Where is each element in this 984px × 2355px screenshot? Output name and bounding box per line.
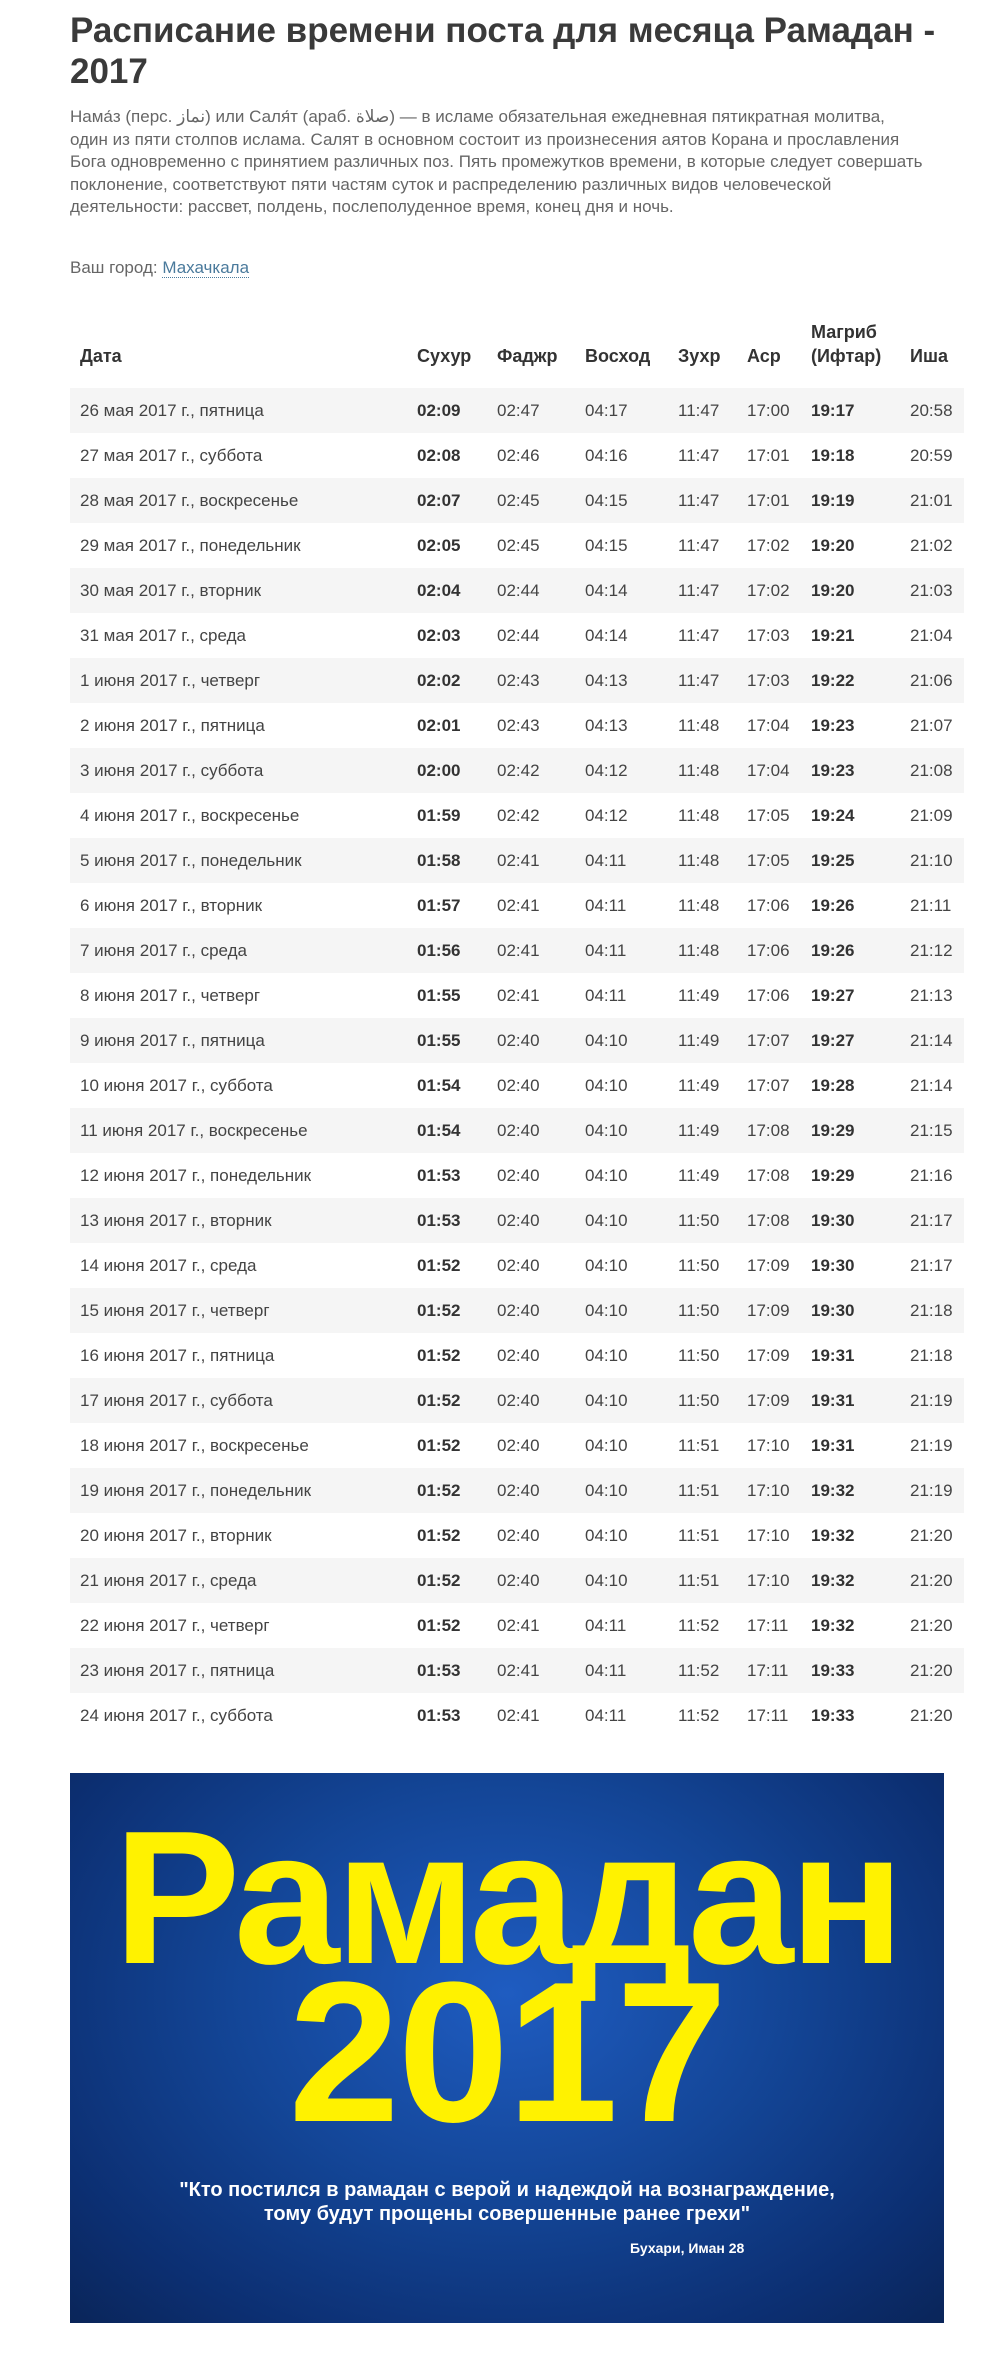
cell-maghrib: 19:22 — [801, 658, 900, 703]
cell-sunrise: 04:12 — [585, 805, 628, 825]
cell-isha: 21:12 — [900, 928, 964, 973]
cell-zuhr: 11:49 — [678, 1165, 720, 1185]
cell-asr: 17:11 — [747, 1705, 789, 1725]
cell-asr: 17:10 — [737, 1558, 801, 1603]
table-row — [70, 793, 964, 838]
cell-asr: 17:01 — [747, 445, 790, 465]
cell-maghrib: 19:24 — [811, 805, 855, 825]
table-row — [70, 1243, 964, 1288]
ramadan-banner-image — [70, 1773, 944, 2323]
cell-zuhr: 11:52 — [668, 1648, 737, 1693]
cell-maghrib: 19:18 — [811, 445, 855, 465]
cell-sunrise: 04:13 — [575, 658, 668, 703]
cell-suhur: 01:55 — [417, 985, 461, 1005]
cell-sunrise: 04:10 — [575, 1468, 668, 1513]
cell-asr: 17:06 — [747, 895, 790, 915]
cell-suhur: 01:53 — [417, 1165, 461, 1185]
cell-date: 1 июня 2017 г., четверг — [70, 658, 407, 703]
cell-date: 28 мая 2017 г., воскресенье — [70, 478, 407, 523]
cell-fajr: 02:40 — [497, 1255, 540, 1275]
cell-maghrib: 19:32 — [801, 1558, 900, 1603]
cell-isha: 21:02 — [910, 535, 953, 555]
cell-zuhr: 11:47 — [668, 658, 737, 703]
cell-asr: 17:09 — [737, 1378, 801, 1423]
cell-isha: 21:20 — [910, 1705, 953, 1725]
cell-asr: 17:10 — [747, 1435, 790, 1455]
cell-fajr: 02:46 — [497, 445, 540, 465]
cell-suhur: 01:52 — [417, 1255, 461, 1275]
cell-sunrise: 04:10 — [575, 1378, 668, 1423]
cell-sunrise: 04:15 — [575, 478, 668, 523]
cell-isha: 21:07 — [910, 715, 953, 735]
cell-fajr: 02:41 — [487, 838, 575, 883]
cell-suhur: 02:00 — [407, 748, 487, 793]
cell-zuhr: 11:48 — [678, 715, 720, 735]
table-row — [70, 568, 964, 613]
cell-suhur: 02:07 — [407, 478, 487, 523]
cell-fajr: 02:40 — [497, 1075, 540, 1095]
cell-isha: 21:03 — [900, 568, 964, 613]
cell-zuhr: 11:51 — [668, 1468, 737, 1513]
cell-fajr: 02:40 — [497, 1345, 540, 1365]
cell-sunrise: 04:10 — [585, 1075, 628, 1095]
cell-sunrise: 04:11 — [585, 1705, 627, 1725]
table-row — [70, 1378, 964, 1423]
page-title: Расписание времени поста для месяца Рамадан - 2017 — [70, 11, 936, 91]
table-header-row — [70, 320, 964, 388]
cell-maghrib: 19:32 — [801, 1468, 900, 1513]
cell-date: 10 июня 2017 г., суббота — [80, 1075, 273, 1095]
cell-suhur: 01:53 — [407, 1198, 487, 1243]
cell-fajr: 02:44 — [487, 568, 575, 613]
cell-isha: 21:20 — [900, 1558, 964, 1603]
cell-asr: 17:02 — [737, 568, 801, 613]
cell-asr: 17:05 — [737, 838, 801, 883]
cell-maghrib: 19:33 — [801, 1648, 900, 1693]
cell-maghrib: 19:23 — [811, 715, 855, 735]
table-row — [70, 433, 964, 478]
intro-paragraph: Нама́з (перс. نماز) или Саля́т (араб. صلاة‎) — в исламе обязательная ежедневная пятикратная молитва, один из пяти столпов ислама. Салят в основном состоит из произнесения аятов Корана и прославления Бога одновременно с принятием различных поз. Пять промежутков времени, в которые следует совершать поклонение, соответствуют пяти частям суток и распределению различных видов человеческой деятельности: рассвет, полдень, послеполуденное время, конец дня и ночь. — [70, 107, 923, 216]
cell-date: 26 мая 2017 г., пятница — [70, 388, 407, 433]
table-row — [70, 658, 964, 703]
cell-zuhr: 11:50 — [668, 1378, 737, 1423]
cell-date: 9 июня 2017 г., пятница — [70, 1018, 407, 1063]
cell-date: 5 июня 2017 г., понедельник — [70, 838, 407, 883]
cell-sunrise: 04:10 — [575, 1558, 668, 1603]
cell-suhur: 01:54 — [417, 1075, 461, 1095]
header-asr: Аср — [747, 346, 781, 366]
cell-suhur: 01:54 — [407, 1108, 487, 1153]
cell-fajr: 02:41 — [487, 1648, 575, 1693]
cell-maghrib: 19:21 — [811, 625, 855, 645]
cell-fajr: 02:40 — [487, 1018, 575, 1063]
banner-quote-source: Бухари, Иман 28 — [630, 2240, 745, 2256]
cell-asr: 17:10 — [737, 1468, 801, 1513]
cell-asr: 17:03 — [737, 658, 801, 703]
cell-asr: 17:03 — [747, 625, 790, 645]
cell-zuhr: 11:48 — [678, 805, 720, 825]
cell-suhur: 01:53 — [417, 1705, 461, 1725]
cell-date: 29 мая 2017 г., понедельник — [80, 535, 301, 555]
cell-maghrib: 19:30 — [801, 1198, 900, 1243]
cell-sunrise: 04:17 — [575, 388, 668, 433]
cell-date: 6 июня 2017 г., вторник — [80, 895, 263, 915]
cell-sunrise: 04:10 — [575, 1198, 668, 1243]
cell-fajr: 02:45 — [487, 478, 575, 523]
cell-date: 30 мая 2017 г., вторник — [70, 568, 407, 613]
table-row — [70, 1648, 964, 1693]
cell-zuhr: 11:50 — [678, 1345, 720, 1365]
cell-sunrise: 04:14 — [575, 568, 668, 613]
cell-maghrib: 19:31 — [811, 1345, 855, 1365]
cell-zuhr: 11:51 — [678, 1435, 720, 1455]
cell-fajr: 02:40 — [497, 1165, 540, 1185]
cell-suhur: 02:02 — [407, 658, 487, 703]
cell-sunrise: 04:10 — [585, 1525, 628, 1545]
cell-sunrise: 04:10 — [585, 1255, 628, 1275]
cell-isha: 21:09 — [910, 805, 953, 825]
cell-asr: 17:09 — [747, 1345, 790, 1365]
cell-fajr: 02:40 — [497, 1525, 540, 1545]
cell-asr: 17:11 — [747, 1615, 789, 1635]
header-date: Дата — [80, 346, 122, 366]
cell-sunrise: 04:10 — [575, 1018, 668, 1063]
cell-asr: 17:08 — [737, 1198, 801, 1243]
cell-fajr: 02:40 — [487, 1468, 575, 1513]
cell-fajr: 02:40 — [497, 1435, 540, 1455]
cell-date: 11 июня 2017 г., воскресенье — [70, 1108, 407, 1153]
cell-zuhr: 11:47 — [668, 568, 737, 613]
cell-suhur: 02:03 — [417, 625, 461, 645]
cell-isha: 21:20 — [910, 1525, 953, 1545]
cell-date: 13 июня 2017 г., вторник — [70, 1198, 407, 1243]
cell-sunrise: 04:11 — [585, 1615, 627, 1635]
cell-date: 23 июня 2017 г., пятница — [70, 1648, 407, 1693]
cell-fajr: 02:40 — [487, 1288, 575, 1333]
cell-fajr: 02:44 — [497, 625, 540, 645]
cell-date: 22 июня 2017 г., четверг — [80, 1615, 270, 1635]
cell-isha: 20:58 — [900, 388, 964, 433]
cell-isha: 20:59 — [910, 445, 953, 465]
cell-date: 24 июня 2017 г., суббота — [80, 1705, 273, 1725]
cell-asr: 17:00 — [737, 388, 801, 433]
cell-sunrise: 04:12 — [575, 748, 668, 793]
cell-zuhr: 11:49 — [668, 1018, 737, 1063]
table-row — [70, 1198, 964, 1243]
cell-asr: 17:08 — [747, 1165, 790, 1185]
cell-asr: 17:09 — [737, 1288, 801, 1333]
cell-maghrib: 19:17 — [801, 388, 900, 433]
cell-suhur: 01:52 — [407, 1468, 487, 1513]
cell-sunrise: 04:11 — [575, 928, 668, 973]
cell-zuhr: 11:52 — [678, 1615, 720, 1635]
table-row — [70, 1513, 964, 1558]
cell-suhur: 01:53 — [407, 1648, 487, 1693]
cell-suhur: 01:52 — [417, 1615, 461, 1635]
cell-maghrib: 19:32 — [811, 1615, 855, 1635]
cell-asr: 17:08 — [737, 1108, 801, 1153]
table-row — [70, 388, 964, 433]
cell-zuhr: 11:49 — [678, 1075, 720, 1095]
cell-isha: 21:14 — [910, 1075, 953, 1095]
city-link[interactable]: Махачкала — [162, 258, 250, 277]
city-label: Ваш город: — [70, 258, 158, 277]
cell-sunrise: 04:10 — [585, 1165, 628, 1185]
table-row — [70, 1108, 964, 1153]
cell-fajr: 02:43 — [497, 715, 540, 735]
cell-fajr: 02:47 — [487, 388, 575, 433]
table-row — [70, 1063, 964, 1108]
cell-fajr: 02:41 — [497, 985, 540, 1005]
cell-suhur: 02:08 — [417, 445, 461, 465]
cell-date: 31 мая 2017 г., среда — [80, 625, 246, 645]
cell-isha: 21:19 — [900, 1378, 964, 1423]
cell-suhur: 01:56 — [407, 928, 487, 973]
cell-zuhr: 11:47 — [668, 478, 737, 523]
cell-date: 7 июня 2017 г., среда — [70, 928, 407, 973]
cell-asr: 17:04 — [737, 748, 801, 793]
table-row — [70, 1288, 964, 1333]
cell-sunrise: 04:15 — [585, 535, 628, 555]
header-maghrib-line2: (Ифтар) — [811, 346, 882, 366]
header-isha: Иша — [910, 346, 948, 366]
cell-suhur: 01:52 — [407, 1288, 487, 1333]
cell-zuhr: 11:47 — [678, 445, 720, 465]
cell-fajr: 02:40 — [487, 1198, 575, 1243]
cell-zuhr: 11:47 — [678, 625, 720, 645]
cell-isha: 21:10 — [900, 838, 964, 883]
table-row — [70, 973, 964, 1018]
cell-isha: 21:19 — [900, 1468, 964, 1513]
cell-isha: 21:18 — [900, 1288, 964, 1333]
cell-date: 8 июня 2017 г., четверг — [80, 985, 261, 1005]
cell-asr: 17:09 — [747, 1255, 790, 1275]
cell-fajr: 02:45 — [497, 535, 540, 555]
cell-maghrib: 19:27 — [801, 1018, 900, 1063]
cell-sunrise: 04:11 — [585, 985, 627, 1005]
ramadan-schedule-table — [70, 320, 964, 1738]
cell-maghrib: 19:20 — [811, 535, 855, 555]
cell-asr: 17:01 — [737, 478, 801, 523]
table-row — [70, 928, 964, 973]
header-suhur: Сухур — [417, 346, 472, 366]
cell-suhur: 01:52 — [417, 1345, 461, 1365]
cell-date: 2 июня 2017 г., пятница — [80, 715, 265, 735]
cell-isha: 21:19 — [910, 1435, 953, 1455]
city-selector — [70, 256, 249, 280]
cell-isha: 21:06 — [900, 658, 964, 703]
cell-date: 12 июня 2017 г., понедельник — [80, 1165, 312, 1185]
cell-zuhr: 11:49 — [668, 1108, 737, 1153]
banner-year: 2017 — [288, 1941, 726, 2164]
table-row — [70, 1693, 964, 1738]
cell-sunrise: 04:10 — [585, 1345, 628, 1365]
table-row — [70, 1558, 964, 1603]
cell-suhur: 02:01 — [417, 715, 461, 735]
cell-isha: 21:18 — [910, 1345, 953, 1365]
table-row — [70, 1423, 964, 1468]
cell-asr: 17:05 — [747, 805, 790, 825]
cell-isha: 21:13 — [910, 985, 953, 1005]
cell-isha: 21:17 — [900, 1198, 964, 1243]
cell-zuhr: 11:51 — [668, 1558, 737, 1603]
cell-suhur: 02:04 — [407, 568, 487, 613]
table-row — [70, 883, 964, 928]
cell-suhur: 02:09 — [407, 388, 487, 433]
cell-zuhr: 11:47 — [668, 388, 737, 433]
cell-fajr: 02:41 — [497, 895, 540, 915]
cell-sunrise: 04:10 — [575, 1108, 668, 1153]
cell-maghrib: 19:19 — [801, 478, 900, 523]
cell-date: 17 июня 2017 г., суббота — [70, 1378, 407, 1423]
cell-asr: 17:07 — [737, 1018, 801, 1063]
cell-asr: 17:04 — [747, 715, 790, 735]
table-row — [70, 478, 964, 523]
cell-sunrise: 04:11 — [575, 1648, 668, 1693]
cell-maghrib: 19:32 — [811, 1525, 855, 1545]
cell-suhur: 01:52 — [407, 1378, 487, 1423]
table-row — [70, 1603, 964, 1648]
cell-isha: 21:01 — [900, 478, 964, 523]
cell-zuhr: 11:52 — [678, 1705, 720, 1725]
cell-fajr: 02:43 — [487, 658, 575, 703]
cell-isha: 21:20 — [900, 1648, 964, 1693]
table-row — [70, 703, 964, 748]
cell-fajr: 02:40 — [487, 1558, 575, 1603]
cell-zuhr: 11:50 — [678, 1255, 720, 1275]
banner-title: Рамадан — [113, 1792, 901, 2004]
cell-date: 19 июня 2017 г., понедельник — [70, 1468, 407, 1513]
cell-date: 14 июня 2017 г., среда — [80, 1255, 257, 1275]
cell-date: 15 июня 2017 г., четверг — [70, 1288, 407, 1333]
cell-maghrib: 19:26 — [811, 895, 855, 915]
cell-zuhr: 11:48 — [668, 748, 737, 793]
cell-suhur: 01:52 — [417, 1435, 461, 1455]
cell-sunrise: 04:10 — [585, 1435, 628, 1455]
cell-isha: 21:16 — [910, 1165, 953, 1185]
table-row — [70, 523, 964, 568]
cell-maghrib: 19:31 — [811, 1435, 855, 1455]
cell-maghrib: 19:31 — [801, 1378, 900, 1423]
table-row — [70, 748, 964, 793]
cell-isha: 21:14 — [900, 1018, 964, 1063]
cell-zuhr: 11:47 — [678, 535, 720, 555]
cell-maghrib: 19:30 — [801, 1288, 900, 1333]
cell-date: 20 июня 2017 г., вторник — [80, 1525, 272, 1545]
cell-date: 21 июня 2017 г., среда — [70, 1558, 407, 1603]
banner-quote-line1: "Кто постился в рамадан с верой и надеждой на вознаграждение, — [179, 2179, 835, 2201]
banner-quote-line2: тому будут прощены совершенные ранее грехи" — [263, 2203, 751, 2225]
cell-date: 27 мая 2017 г., суббота — [80, 445, 263, 465]
cell-asr: 17:10 — [747, 1525, 790, 1545]
cell-sunrise: 04:11 — [585, 895, 627, 915]
cell-isha: 21:08 — [900, 748, 964, 793]
cell-fajr: 02:41 — [497, 1705, 540, 1725]
header-zuhr: Зухр — [678, 346, 721, 366]
cell-zuhr: 11:48 — [668, 928, 737, 973]
cell-maghrib: 19:29 — [811, 1165, 855, 1185]
cell-isha: 21:20 — [910, 1615, 953, 1635]
cell-zuhr: 11:51 — [678, 1525, 720, 1545]
cell-maghrib: 19:30 — [811, 1255, 855, 1275]
cell-asr: 17:06 — [747, 985, 790, 1005]
cell-suhur: 02:05 — [417, 535, 461, 555]
cell-fajr: 02:42 — [497, 805, 540, 825]
cell-asr: 17:11 — [737, 1648, 801, 1693]
cell-asr: 17:07 — [747, 1075, 790, 1095]
cell-date: 3 июня 2017 г., суббота — [70, 748, 407, 793]
cell-asr: 17:02 — [747, 535, 790, 555]
header-maghrib — [801, 320, 900, 388]
cell-fajr: 02:41 — [487, 928, 575, 973]
cell-maghrib: 19:33 — [811, 1705, 855, 1725]
cell-sunrise: 04:16 — [585, 445, 628, 465]
header-fajr: Фаджр — [497, 346, 558, 366]
cell-isha: 21:17 — [910, 1255, 953, 1275]
table-body — [70, 388, 964, 1738]
table-row — [70, 1333, 964, 1378]
cell-suhur: 01:57 — [417, 895, 461, 915]
cell-maghrib: 19:23 — [801, 748, 900, 793]
cell-fajr: 02:42 — [487, 748, 575, 793]
cell-sunrise: 04:11 — [575, 838, 668, 883]
cell-suhur: 01:52 — [407, 1558, 487, 1603]
cell-date: 4 июня 2017 г., воскресенье — [80, 805, 300, 825]
table-row — [70, 1468, 964, 1513]
cell-sunrise: 04:14 — [585, 625, 628, 645]
cell-maghrib: 19:26 — [801, 928, 900, 973]
cell-suhur: 01:55 — [407, 1018, 487, 1063]
cell-isha: 21:11 — [910, 895, 952, 915]
cell-zuhr: 11:48 — [678, 895, 720, 915]
cell-date: 16 июня 2017 г., пятница — [80, 1345, 275, 1365]
table-row — [70, 1018, 964, 1063]
cell-fajr: 02:41 — [497, 1615, 540, 1635]
cell-maghrib: 19:20 — [801, 568, 900, 613]
cell-zuhr: 11:50 — [668, 1198, 737, 1243]
table-row — [70, 838, 964, 883]
banner-quote — [70, 2178, 944, 2226]
cell-maghrib: 19:27 — [811, 985, 855, 1005]
cell-asr: 17:06 — [737, 928, 801, 973]
cell-suhur: 01:58 — [407, 838, 487, 883]
cell-date: 18 июня 2017 г., воскресенье — [80, 1435, 309, 1455]
cell-maghrib: 19:29 — [801, 1108, 900, 1153]
cell-zuhr: 11:49 — [678, 985, 720, 1005]
cell-zuhr: 11:48 — [668, 838, 737, 883]
cell-suhur: 01:59 — [417, 805, 461, 825]
cell-isha: 21:15 — [900, 1108, 964, 1153]
cell-suhur: 01:52 — [417, 1525, 461, 1545]
header-sunrise: Восход — [585, 346, 651, 366]
cell-fajr: 02:40 — [487, 1108, 575, 1153]
header-maghrib-line1: Магриб — [811, 322, 877, 342]
cell-maghrib: 19:28 — [811, 1075, 855, 1095]
cell-maghrib: 19:25 — [801, 838, 900, 883]
table-row — [70, 1153, 964, 1198]
cell-fajr: 02:40 — [487, 1378, 575, 1423]
cell-sunrise: 04:13 — [585, 715, 628, 735]
cell-zuhr: 11:50 — [668, 1288, 737, 1333]
cell-sunrise: 04:10 — [575, 1288, 668, 1333]
cell-isha: 21:04 — [910, 625, 953, 645]
table-row — [70, 613, 964, 658]
